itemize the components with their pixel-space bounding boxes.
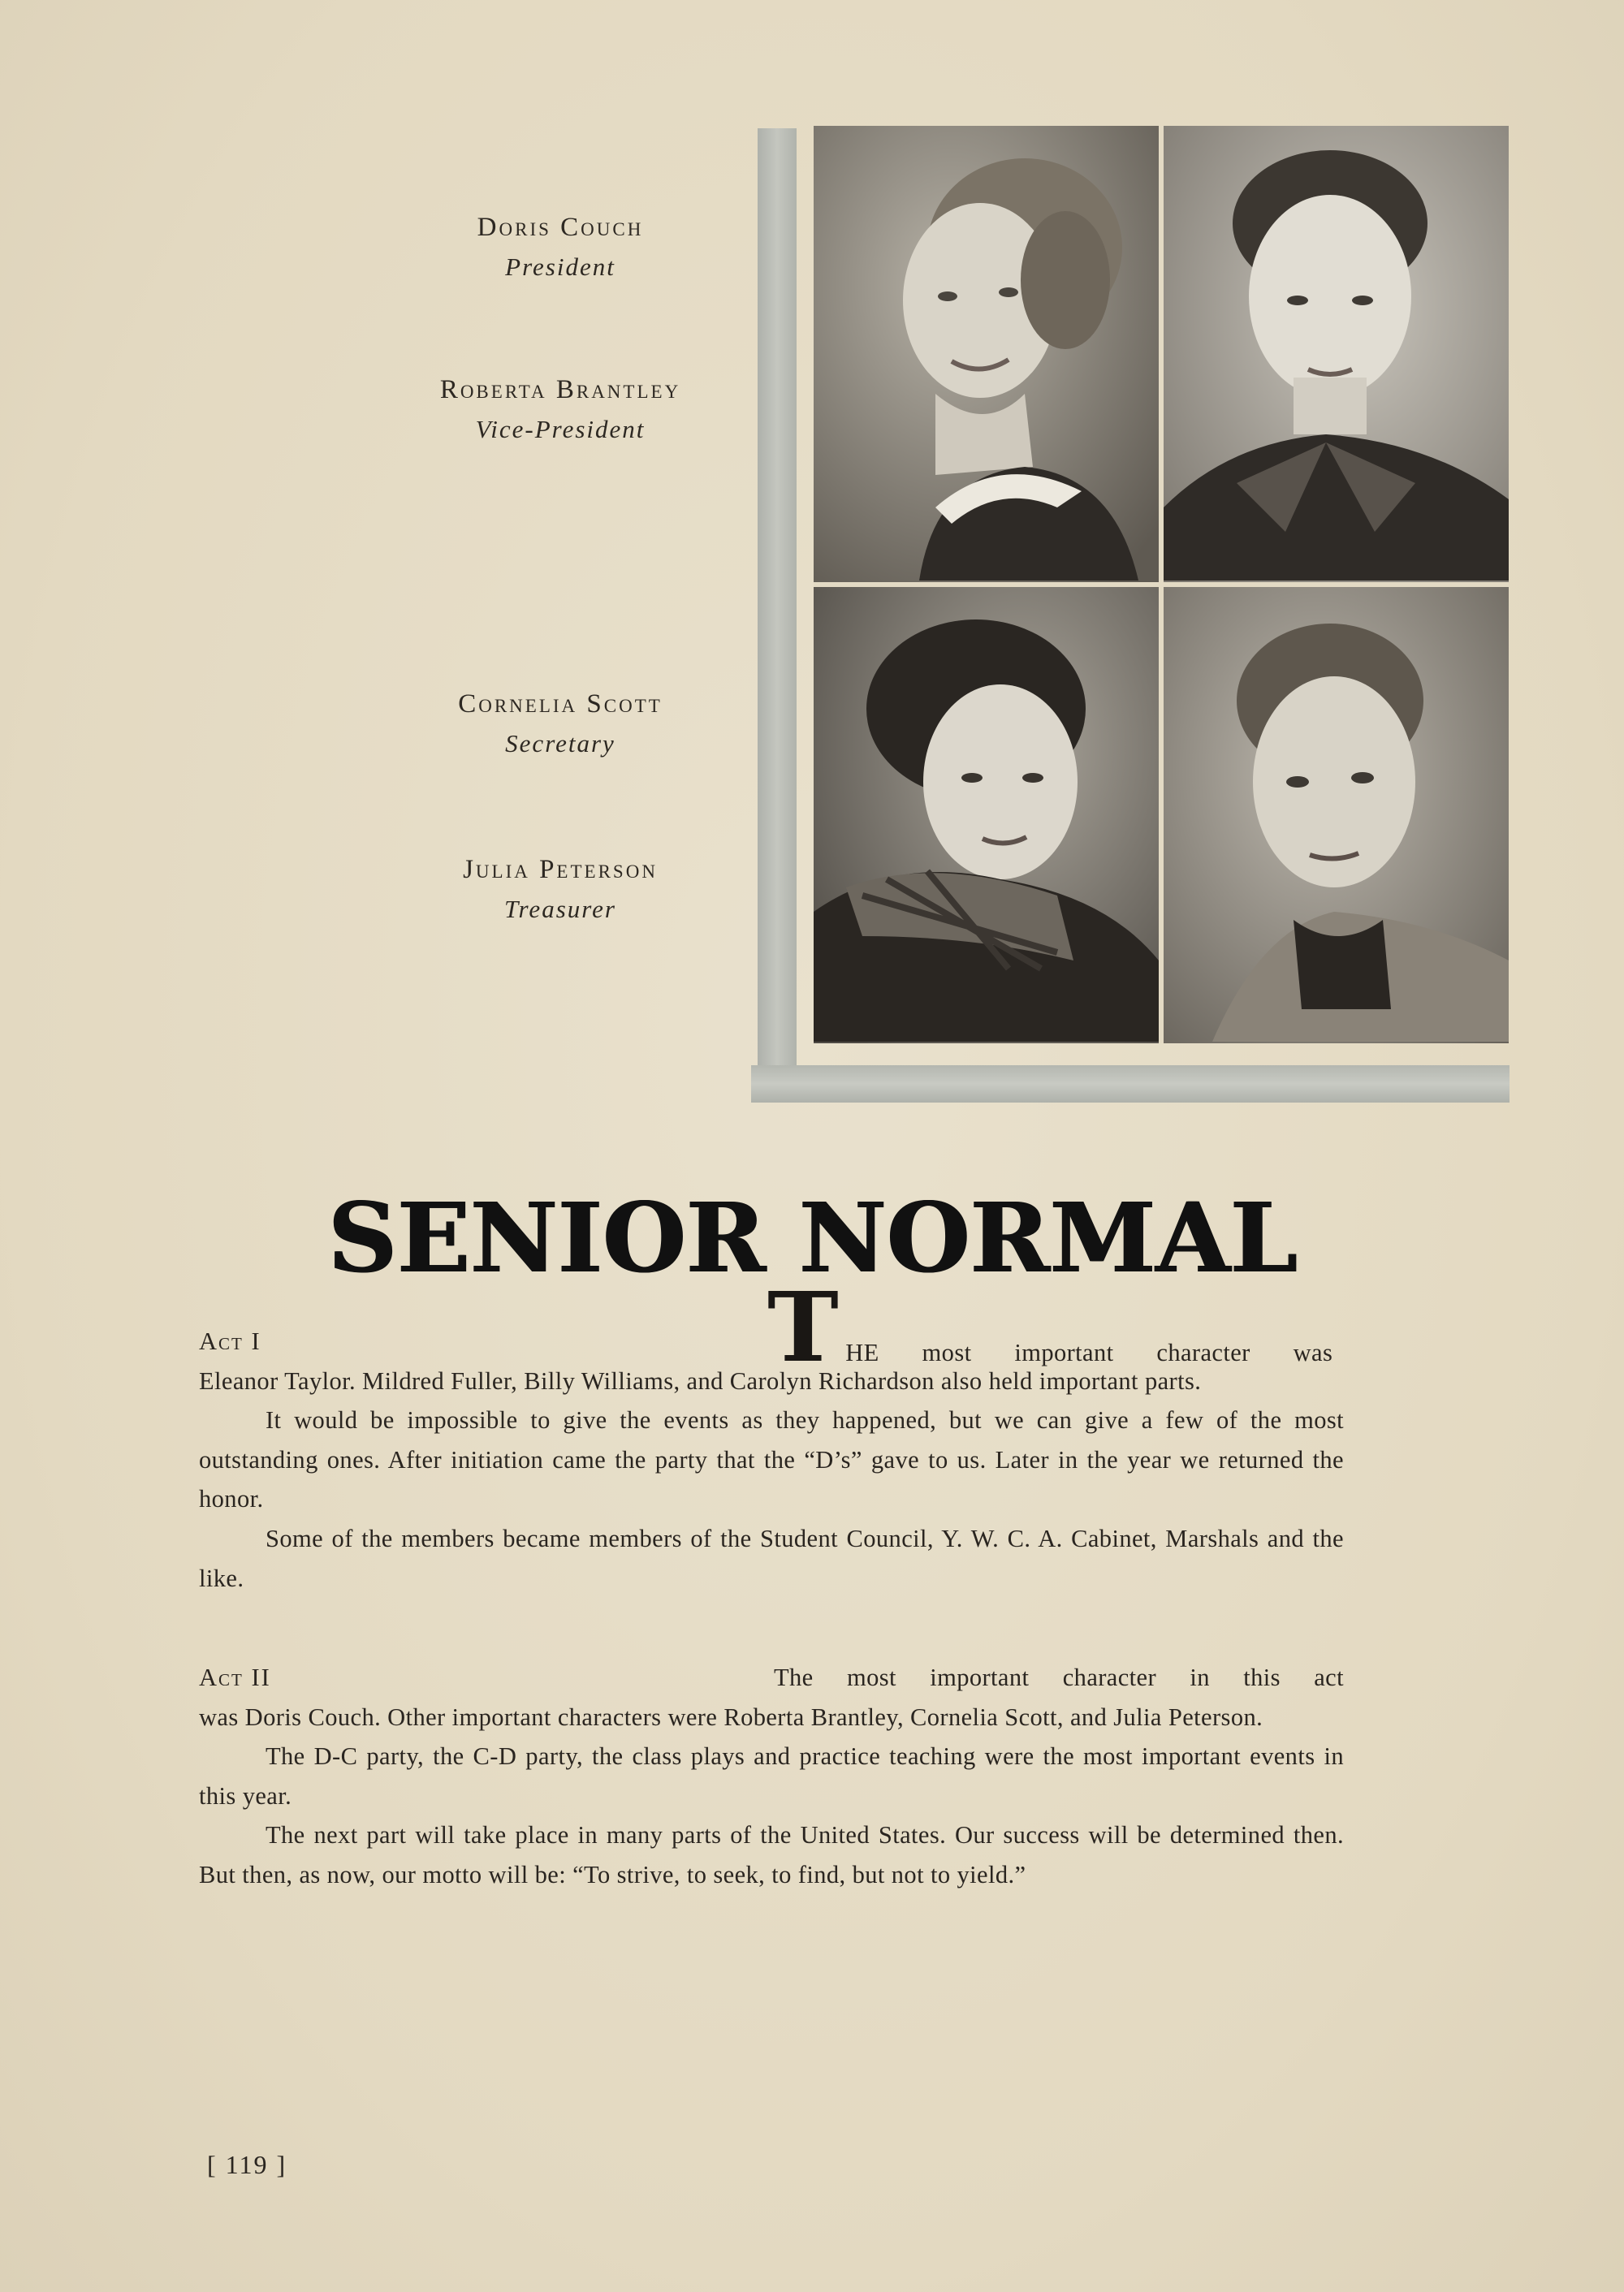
act-two-label: Act II (199, 1664, 271, 1691)
act-one-paragraph-3: Some of the members became members of the Student Council, Y. W. C. A. Cabinet, Marshals and the like. (199, 1524, 1344, 1592)
officer-president (382, 213, 739, 282)
officer-treasurer (382, 855, 739, 924)
act-one-paragraph-2: It would be impossible to give the events as they happened, but we can give a few of the most outstanding ones. After initiation came the party that the “D’s” gave to us. Later in the year we returned the honor. (199, 1406, 1344, 1513)
officer-title: Secretary (505, 729, 615, 758)
officer-portraits (814, 126, 1509, 1043)
page-heading: SENIOR NORMAL (326, 1181, 1297, 1294)
act-two-paragraph-2: The D-C party, the C-D party, the class plays and practice teaching were the most important events in this year. (199, 1742, 1344, 1810)
officer-name: Julia Peterson (463, 855, 658, 884)
act-one-first-line: HE most important character was (845, 1339, 1333, 1366)
act-two-section (199, 1658, 1344, 1895)
officer-name: Cornelia Scott (458, 689, 663, 719)
portrait-photo-treasurer (1164, 587, 1509, 1043)
officer-title: Treasurer (503, 895, 616, 923)
act-two-first-line: The most important character in this act (774, 1664, 1344, 1691)
officer-title: Vice-President (475, 415, 646, 443)
officer-secretary (382, 689, 739, 758)
photo-frame-border-left (758, 128, 797, 1103)
portrait-photo-vice-president (1164, 126, 1509, 582)
officer-name: Doris Couch (477, 213, 644, 242)
photo-frame-border-bottom (751, 1065, 1510, 1103)
act-two-paragraph-1: was Doris Couch. Other important characters were Roberta Brantley, Cornelia Scott, and Julia Peterson. (199, 1703, 1263, 1731)
officer-title: President (505, 253, 615, 281)
portrait-photo-secretary (814, 587, 1159, 1043)
drop-cap: T (767, 1271, 840, 1383)
act-one-section (199, 1271, 1344, 1598)
act-one-paragraph-1: Eleanor Taylor. Mildred Fuller, Billy Williams, and Carolyn Richardson also held important parts. (199, 1366, 1202, 1395)
page-number: [ 119 ] (207, 2150, 287, 2179)
act-one-label: Act I (199, 1327, 261, 1355)
act-two-paragraph-3: The next part will take place in many parts of the United States. Our success will be determined then. But then, as now, our motto will be: “To strive, to seek, to find, but not to yield.” (199, 1821, 1344, 1888)
officer-vice-president (382, 375, 739, 444)
officer-name: Roberta Brantley (439, 375, 681, 404)
portrait-photo-president (814, 126, 1159, 582)
